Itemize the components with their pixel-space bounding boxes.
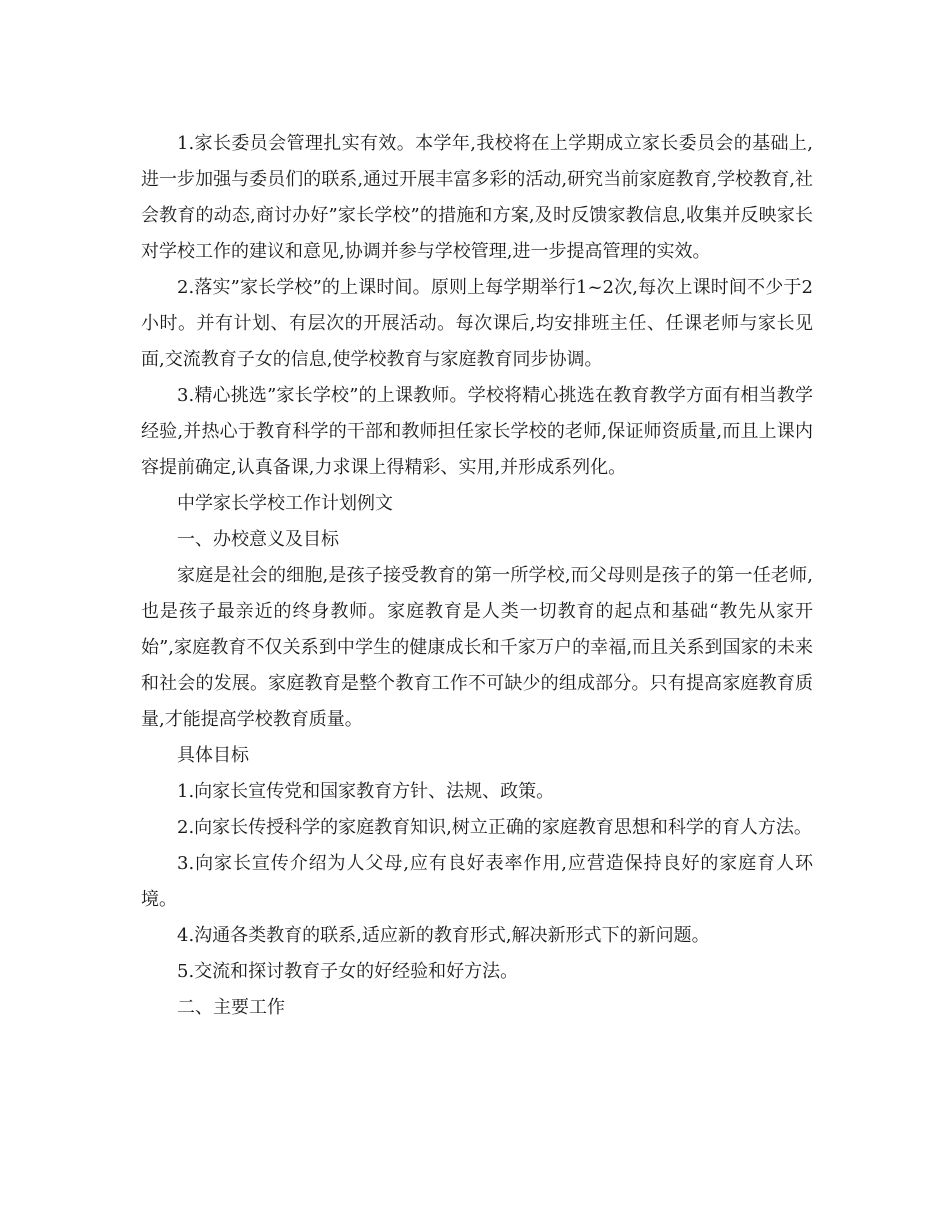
goal-item-5: 5.交流和探讨教育子女的好经验和好方法。	[177, 961, 519, 982]
heading-purpose-goals: 一、办校意义及目标	[177, 529, 339, 550]
document-body	[141, 126, 813, 1026]
paragraph-teacher-selection: 3.精心挑选”家长学校”的上课教师。学校将精心挑选在教育教学方面有相当教学经验,并热心于教育科学的干部和教师担任家长学校的老师,保证师资质量,而且上课内容提前确定,认真备课,力求课上得精彩、实用,并形成系列化。	[141, 385, 813, 478]
goal-item-3: 3.向家长宣传介绍为人父母,应有良好表率作用,应营造保持良好的家庭育人环境。	[141, 853, 813, 910]
goal-item-4: 4.沟通各类教育的联系,适应新的教育形式,解决新形式下的新问题。	[177, 925, 710, 946]
heading-specific-goals: 具体目标	[177, 745, 249, 766]
section-title-plan-example: 中学家长学校工作计划例文	[177, 493, 393, 514]
heading-main-work: 二、主要工作	[177, 997, 285, 1018]
goal-item-1: 1.向家长宣传党和国家教育方针、法规、政策。	[177, 781, 555, 802]
paragraph-committee-management: 1.家长委员会管理扎实有效。本学年,我校将在上学期成立家长委员会的基础上,进一步加强与委员们的联系,通过开展丰富多彩的活动,研究当前家庭教育,学校教育,社会教育的动态,商讨办好”家长学校”的措施和方案,及时反馈家教信息,收集并反映家长对学校工作的建议和意见,协调并参与学校管理,进一步提高管理的实效。	[141, 133, 813, 262]
paragraph-class-schedule: 2.落实”家长学校”的上课时间。原则上每学期举行1~2次,每次上课时间不少于2小时。并有计划、有层次的开展活动。每次课后,均安排班主任、任课老师与家长见面,交流教育子女的信息,使学校教育与家庭教育同步协调。	[141, 277, 813, 370]
goal-item-2: 2.向家长传授科学的家庭教育知识,树立正确的家庭教育思想和科学的育人方法。	[177, 817, 812, 838]
paragraph-family-education: 家庭是社会的细胞,是孩子接受教育的第一所学校,而父母则是孩子的第一任老师,也是孩子最亲近的终身教师。家庭教育是人类一切教育的起点和基础“教先从家开始”,家庭教育不仅关系到中学生的健康成长和千家万户的幸福,而且关系到国家的未来和社会的发展。家庭教育是整个教育工作不可缺少的组成部分。只有提高家庭教育质量,才能提高学校教育质量。	[141, 565, 813, 730]
